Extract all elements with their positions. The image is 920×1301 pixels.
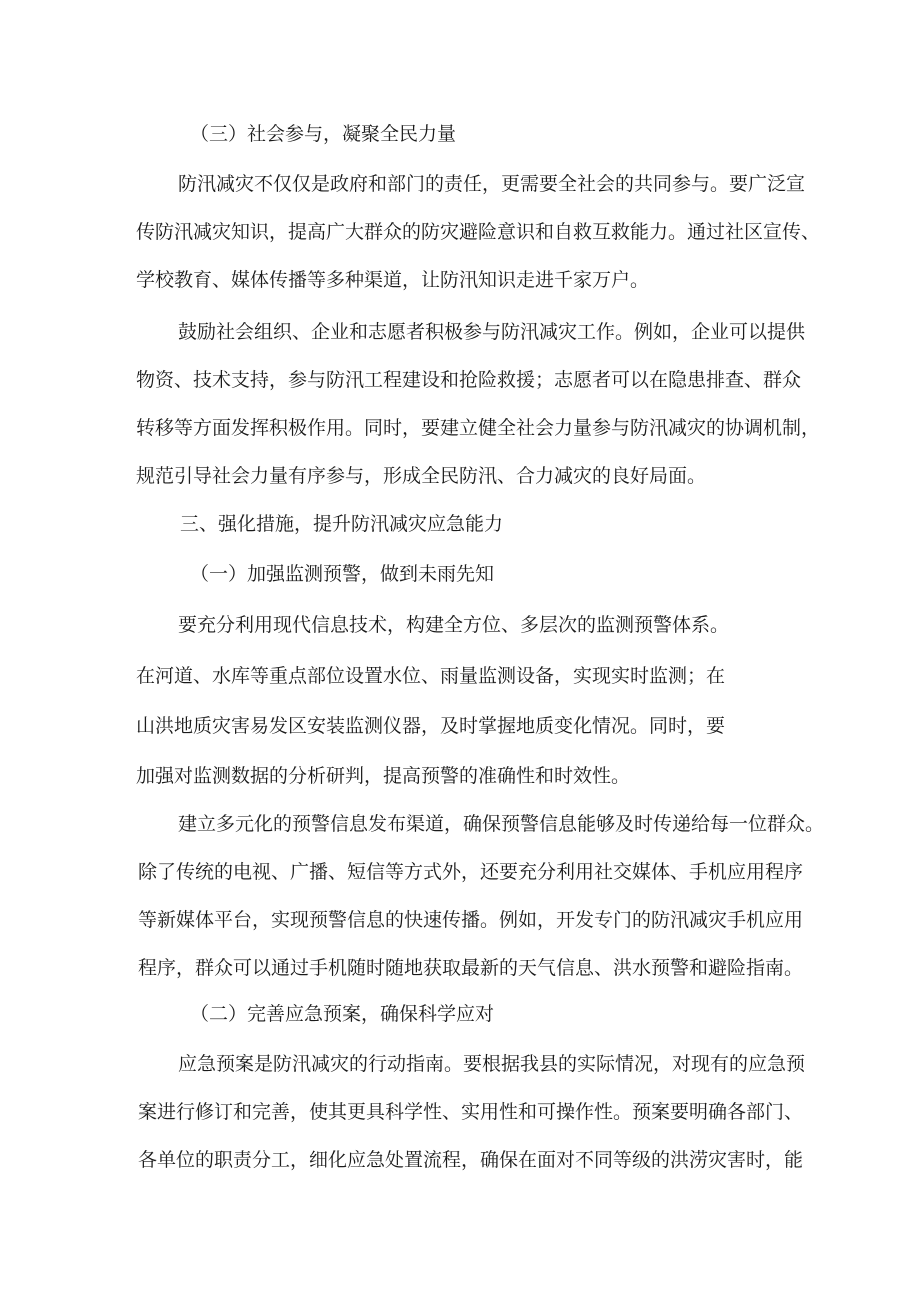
section-heading: （三）社会参与，凝聚全民力量 (190, 123, 457, 145)
paragraph-line: 防汛减灾不仅仅是政府和部门的责任，更需要全社会的共同参与。要广泛宣 (178, 173, 806, 195)
chapter-heading: 三、强化措施，提升防汛减灾应急能力 (180, 513, 504, 535)
section-heading: （二）完善应急预案，确保科学应对 (190, 1003, 495, 1025)
paragraph-line: 山洪地质灾害易发区安装监测仪器，及时掌握地质变化情况。同时，要 (136, 715, 726, 737)
paragraph-line: 转移等方面发挥积极作用。同时，要建立健全社会力量参与防汛减灾的协调机制， (136, 417, 821, 439)
paragraph-line: 规范引导社会力量有序参与，形成全民防汛、合力减灾的良好局面。 (136, 465, 707, 487)
paragraph-line: 案进行修订和完善，使其更具科学性、实用性和可操作性。预案要明确各部门、 (138, 1101, 804, 1123)
paragraph-line: 学校教育、媒体传播等多种渠道，让防汛知识走进千家万户。 (136, 269, 650, 291)
paragraph-line: 应急预案是防汛减灾的行动指南。要根据我县的实际情况，对现有的应急预 (178, 1053, 806, 1075)
paragraph-line: 鼓励社会组织、企业和志愿者积极参与防汛减灾工作。例如，企业可以提供 (178, 321, 806, 343)
paragraph-line: 要充分利用现代信息技术，构建全方位、多层次的监测预警体系。 (178, 614, 730, 636)
paragraph-line: 程序，群众可以通过手机随时随地获取最新的天气信息、洪水预警和避险指南。 (138, 957, 804, 979)
paragraph-line: 各单位的职责分工，细化应急处置流程，确保在面对不同等级的洪涝灾害时，能 (138, 1149, 804, 1171)
paragraph-line: 在河道、水库等重点部位设置水位、雨量监测设备，实现实时监测；在 (136, 665, 726, 687)
paragraph-line: 建立多元化的预警信息发布渠道，确保预警信息能够及时传递给每一位群众。 (178, 813, 825, 835)
section-heading: （一）加强监测预警，做到未雨先知 (190, 563, 495, 585)
paragraph-line: 加强对监测数据的分析研判，提高预警的准确性和时效性。 (136, 765, 631, 787)
paragraph-line: 除了传统的电视、广播、短信等方式外，还要充分利用社交媒体、手机应用程序 (138, 861, 804, 883)
paragraph-line: 等新媒体平台，实现预警信息的快速传播。例如，开发专门的防汛减灾手机应用 (138, 909, 804, 931)
paragraph-line: 物资、技术支持，参与防汛工程建设和抢险救援；志愿者可以在隐患排查、群众 (136, 369, 802, 391)
paragraph-line: 传防汛减灾知识，提高广大群众的防灾避险意识和自救互救能力。通过社区宣传、 (136, 221, 821, 243)
